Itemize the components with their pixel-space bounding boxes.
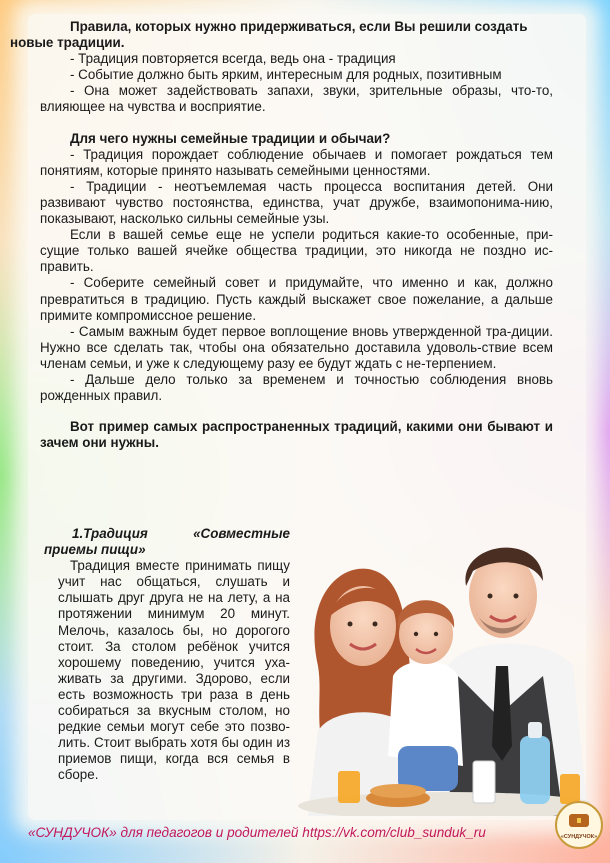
- tradition-1-title-left: 1.Традиция: [72, 526, 148, 541]
- main-text: [10, 19, 553, 451]
- intro-heading-line2: новые традиции.: [10, 35, 125, 51]
- milk-glass: [473, 761, 495, 803]
- intro-heading: [10, 19, 553, 51]
- rule-1: - Традиция повторяется всегда, ведь она - традиция: [70, 51, 396, 67]
- family-illustration: [298, 516, 590, 816]
- why-heading: Для чего нужны семейные традиции и обычаи?: [70, 130, 391, 146]
- juice-bottle: [520, 736, 550, 804]
- why-paragraph-1: - Традиция порождает соблюдение обычаев и помогает рождаться тем понятиям, которые принято называть семейными ценностями.: [40, 146, 553, 178]
- tradition-1-column: [44, 526, 290, 784]
- child-jeans: [398, 746, 458, 791]
- why-paragraph-6: - Дальше дело только за временем и точностью соблюдения вновь рожденных правил.: [40, 371, 553, 404]
- tradition-1-title-line2: приемы пищи»: [44, 542, 146, 558]
- why-paragraph-4: - Соберите семейный совет и придумайте, что именно и как, должно превратиться в традицию. Пусть каждый выскажет свое пожелание, а дальше примите компромиссное решение.: [40, 275, 553, 323]
- tradition-1-body: Традиция вместе принимать пищу учит нас общаться, слушать и слышать друг друга не на лету, а на протяжении минимум 20 минут. Мелочь, казалось бы, но дорогого стоит. За столом ребёнок учится хорошему поведению, учится уха-живать за другими. Здорово, если есть возможность три раза в день собираться за вкусным столом, но редкие семьи могут себе это позво-лить. Стоит выбрать хотя бы один из приемов пищи, когда вся семья в сборе.: [58, 558, 290, 783]
- rule-2: - Событие должно быть ярким, интересным для родных, позитивным: [70, 67, 502, 83]
- why-paragraph-3: Если в вашей семье еще не успели родиться какие-то особенные, при-сущие только вашей ячейке общества традиции, это никогда не поздно ис-править.: [40, 227, 553, 275]
- tradition-1-title: [44, 526, 290, 558]
- examples-heading: Вот пример самых распространенных традиций, какими они бывают и зачем они нужны.: [40, 419, 553, 451]
- rule-3: - Она может задействовать запахи, звуки, зрительные образы, что-то, влияющее на чувства и восприятие.: [40, 83, 553, 115]
- sunduk-logo: [554, 800, 604, 850]
- logo-text: «СУНДУЧОК»: [560, 834, 598, 840]
- intro-heading-line1: Правила, которых нужно придерживаться, если Вы решили создать: [70, 19, 528, 34]
- why-paragraph-5: - Самым важным будет первое воплощение вновь утвержденной тра-диции. Нужно все сделать так, чтобы она обязательно доставила удоволь-ствие всем членам семьи, и уже к следующему разу ее будут ждать с не-терпением.: [40, 323, 553, 371]
- tradition-1-title-right: «Совместные: [193, 526, 290, 541]
- juice-glass-left: [338, 771, 360, 803]
- why-paragraph-2: - Традиции - неотъемлемая часть процесса воспитания детей. Они развивают чувство постоянства, единства, учат дружбе, взаимопонима-нию, показывают, насколько сильны семейные узы.: [40, 178, 553, 227]
- footer-link-text[interactable]: «СУНДУЧОК» для педагогов и родителей https://vk.com/club_sunduk_ru: [28, 825, 486, 840]
